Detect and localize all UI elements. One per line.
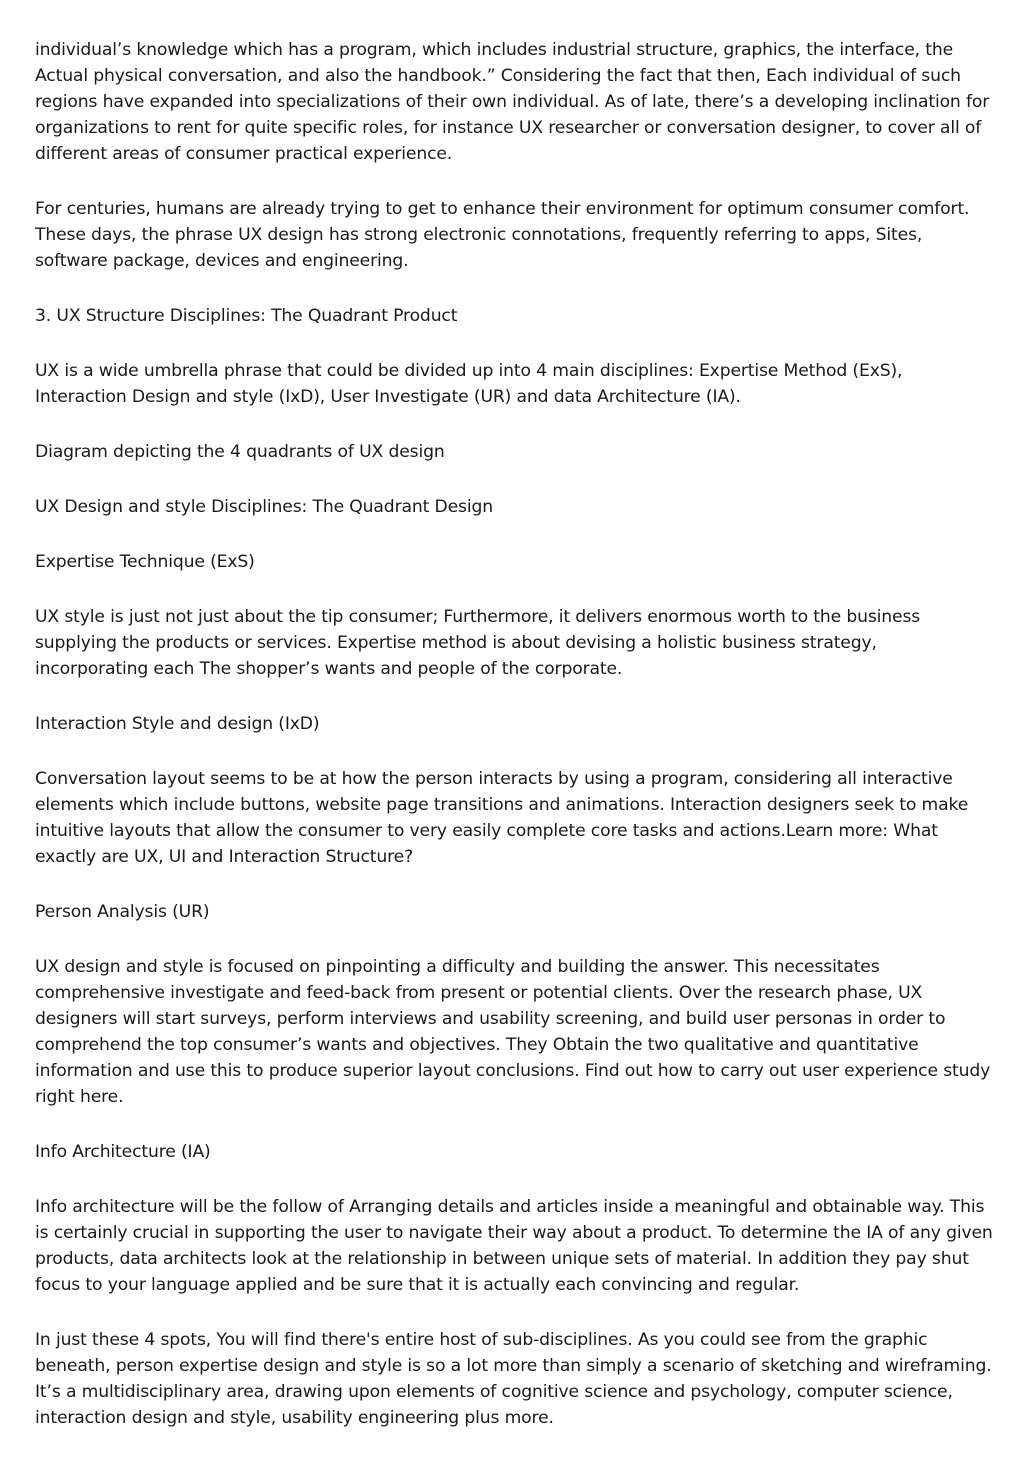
paragraph-history: For centuries, humans are already trying to get to enhance their environment for optimum consumer comfort. These days, the phrase UX design has strong electronic connotations, frequently referring to apps, Sites, software package, devices and engineering. xyxy=(35,199,970,271)
paragraph-sub-disciplines: In just these 4 spots, You will find there's entire host of sub-disciplines. As you could see from the graphic beneath, person expertise design and style is so a lot more than simply a scenario of sketching and wireframing. It’s a multidisciplinary area, drawing upon elements of cognitive science and psychology, computer science, interaction design and style, usability engineering plus more. xyxy=(35,1330,992,1428)
section-heading-quadrant-product: 3. UX Structure Disciplines: The Quadrant Product xyxy=(35,306,458,326)
paragraph-info-architecture: Info architecture will be the follow of Arranging details and articles inside a meaningful and obtainable way. This is certainly crucial in supporting the user to navigate their way about a product. To determine the IA of any given products, data architects look at the relationship in between unique sets of material. In addition they pay shut focus to your language applied and be sure that it is actually each convincing and regular. xyxy=(35,1197,993,1295)
paragraph-person-analysis: UX design and style is focused on pinpointing a difficulty and building the answer. This necessitates comprehensive investigate and feed-back from present or potential clients. Over the research phase, UX designers will start surveys, perform interviews and usability screening, and build user personas in order to comprehend the top consumer’s wants and objectives. They Obtain the two qualitative and quantitative information and use this to produce superior layout conclusions. Find out how to carry out user experience study right here. xyxy=(35,957,991,1107)
heading-interaction-design: Interaction Style and design (IxD) xyxy=(35,714,320,734)
diagram-caption: Diagram depicting the 4 quadrants of UX design xyxy=(35,442,445,462)
heading-person-analysis: Person Analysis (UR) xyxy=(35,902,210,922)
paragraph-disciplines-overview: UX is a wide umbrella phrase that could be divided up into 4 main disciplines: Expertise Method (ExS), Interaction Design and style (IxD), User Investigate (UR) and data Architecture (IA). xyxy=(35,361,903,407)
heading-info-architecture: Info Architecture (IA) xyxy=(35,1142,211,1162)
diagram-title: UX Design and style Disciplines: The Quadrant Design xyxy=(35,497,493,517)
paragraph-intro-continuation: individual’s knowledge which has a program, which includes industrial structure, graphics, the interface, the Actual physical conversation, and also the handbook.” Considering the fact that then, Each individual of such regions have expanded into specializations of their own individual. As of late, there’s a developing inclination for organizations to rent for quite specific roles, for instance UX researcher or conversation designer, to cover all of different areas of consumer practical experience. xyxy=(35,40,990,164)
heading-expertise-technique: Expertise Technique (ExS) xyxy=(35,552,255,572)
document-page xyxy=(35,37,995,1460)
paragraph-interaction-design: Conversation layout seems to be at how the person interacts by using a program, considering all interactive elements which include buttons, website page transitions and animations. Interaction designers seek to make intuitive layouts that allow the consumer to very easily complete core tasks and actions.Learn more: What exactly are UX, UI and Interaction Structure? xyxy=(35,769,969,867)
paragraph-expertise-technique: UX style is just not just about the tip consumer; Furthermore, it delivers enormous worth to the business supplying the products or services. Expertise method is about devising a holistic business strategy, incorporating each The shopper’s wants and people of the corporate. xyxy=(35,607,921,679)
